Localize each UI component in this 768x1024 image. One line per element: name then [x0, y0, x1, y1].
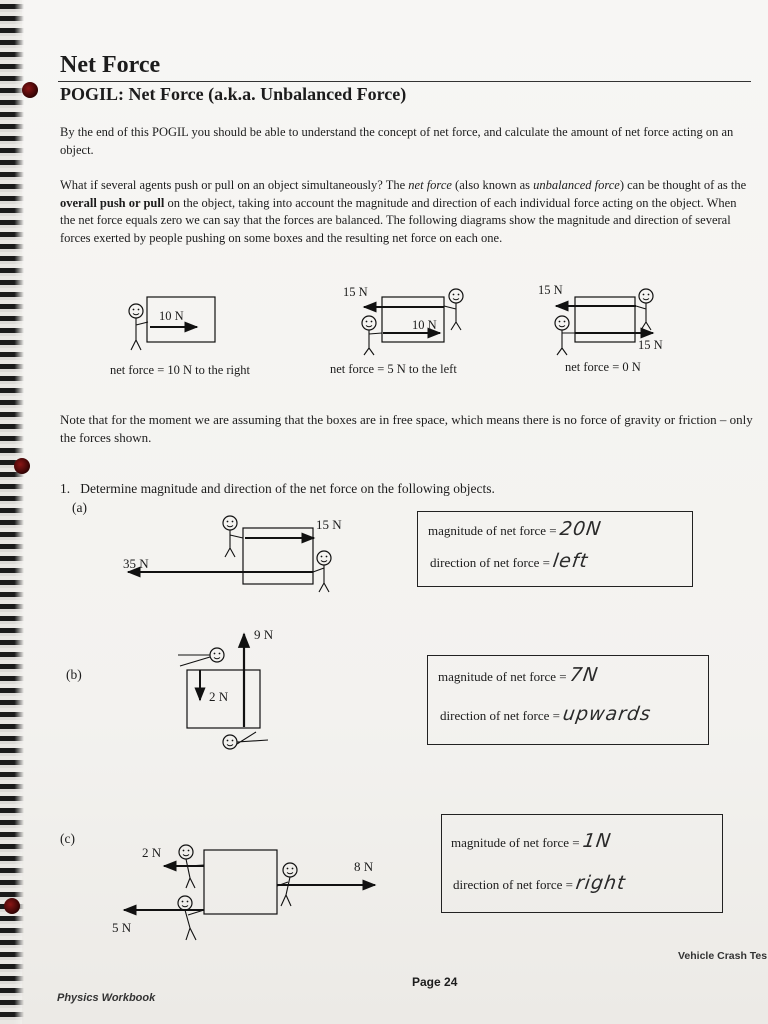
example-caption: net force = 0 N [565, 360, 641, 374]
free-space-note: Note that for the moment we are assuming that the boxes are in free space, which means there is no force of gravity or friction – only the forces shown. [60, 412, 753, 445]
magnitude-row: magnitude of net force = 1N [451, 830, 613, 852]
part-c-diagram [124, 845, 375, 940]
part-a-label: (a) [72, 500, 87, 515]
section-footer: Vehicle Crash Tes [678, 950, 768, 962]
example-caption: net force = 10 N to the right [110, 363, 250, 377]
example-caption: net force = 5 N to the left [330, 362, 457, 376]
force-label: 2 N [142, 845, 162, 860]
force-label: 10 N [412, 318, 437, 332]
objective-paragraph: By the end of this POGIL you should be able to understand the concept of net force, and calculate the amount of net force acting on an object. [60, 125, 734, 157]
magnitude-row: magnitude of net force = 20N [428, 518, 603, 540]
force-label: 2 N [209, 689, 229, 704]
force-label: 10 N [159, 309, 184, 323]
direction-answer[interactable]: right [574, 872, 628, 894]
direction-row: direction of net force = right [453, 872, 628, 894]
direction-row: direction of net force = left [430, 550, 590, 572]
magnitude-row: magnitude of net force = 7N [438, 664, 600, 686]
part-b-label: (b) [66, 667, 82, 682]
page-subtitle: POGIL: Net Force (a.k.a. Unbalanced Force) [60, 84, 407, 104]
force-label: 15 N [343, 285, 368, 299]
force-label: 15 N [638, 338, 663, 352]
force-label: 9 N [254, 627, 274, 642]
magnitude-answer[interactable]: 7N [568, 664, 600, 686]
intro-paragraph: What if several agents push or pull on an object simultaneously? The net force (also known as unbalanced force) can be thought of as the overall push or pull on the object, taking into account the magnitude and direction of each individual force acting on the object. When the net force equals zero we can say that the forces are balanced. The following diagrams show the magnitude and direction of several forces exerted by people pushing on some boxes and the resulting net force on each one. [60, 178, 747, 245]
page-number: Page 24 [412, 975, 458, 989]
question-1: 1. Determine magnitude and direction of the net force on the following objects. [60, 481, 495, 496]
book-title: Physics Workbook [57, 992, 156, 1004]
force-label: 8 N [354, 859, 374, 874]
force-label: 15 N [538, 283, 563, 297]
force-label: 5 N [112, 920, 132, 935]
part-a-diagram [128, 516, 331, 592]
magnitude-answer[interactable]: 20N [558, 518, 603, 540]
direction-row: direction of net force = upwards [440, 703, 653, 725]
part-c-label: (c) [60, 831, 75, 846]
direction-answer[interactable]: left [551, 550, 590, 572]
force-label: 35 N [123, 556, 149, 571]
force-label: 15 N [316, 517, 342, 532]
direction-answer[interactable]: upwards [561, 703, 653, 725]
answer-box-c [441, 814, 723, 913]
magnitude-answer[interactable]: 1N [581, 830, 613, 852]
page-title: Net Force [60, 52, 161, 78]
